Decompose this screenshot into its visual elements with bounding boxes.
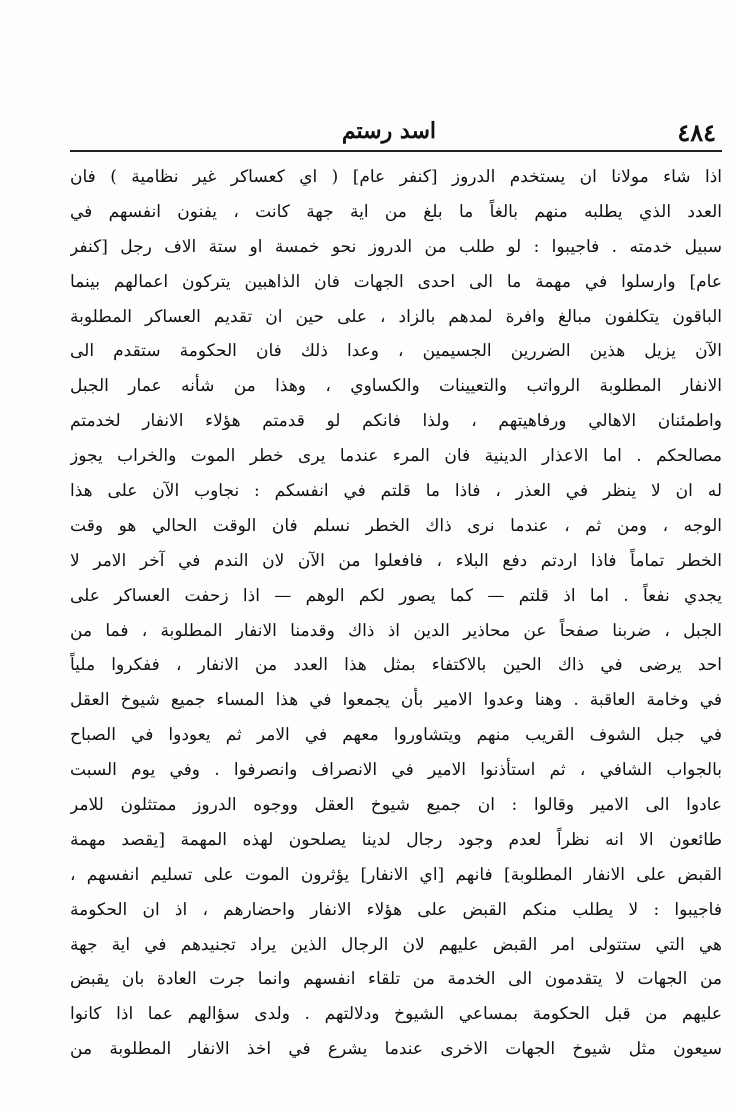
text-line: الباقون يتكلفون مبالغ وافرة لمدهم بالزاد ، على حين ان تقديم العساكر المطلوبة xyxy=(70,306,722,327)
text-line: احد يرضى في ذاك الحين بالاكتفاء بمثل هذا العدد من الانفار ، ففكروا ملياً xyxy=(70,655,722,676)
page-number: ٤٨٤ xyxy=(677,118,716,147)
text-line: بالجواب الشافي ، ثم استأذنوا الامير في الانصراف وانصرفوا . وفي يوم السبت xyxy=(70,760,722,781)
text-line: في جبل الشوف القريب منهم ويتشاوروا معهم في الامر ثم يعودوا في الصباح xyxy=(70,725,722,746)
text-line: العدد الذي يطلبه منهم بالغاً ما بلغ من اية جهة كانت ، يفنون انفسهم في xyxy=(70,201,722,222)
text-line: الانفار المطلوبة الرواتب والتعيينات والكساوي ، وهذا من شأنه عمار الجبل xyxy=(70,376,722,397)
text-line: مصالحكم . اما الاعذار الدينية فان المرء عندما يرى خطر الموت والخراب يجوز xyxy=(70,446,722,467)
text-line: في وخامة العاقبة . وهنا وعدوا الامير بأن يجمعوا في هذا المساء جميع شيوخ العقل xyxy=(70,690,722,711)
text-line: عادوا الى الامير وقالوا : ان جميع شيوخ العقل ووجوه الدروز ممتثلون للامر xyxy=(70,795,722,816)
text-line: عام] وارسلوا في مهمة ما الى احدى الجهات فان الذاهبين يتركون اعمالهم بينما xyxy=(70,271,722,292)
text-line: هي التي ستتولى امر القبض عليهم لان الرجال الذين يراد تجنيدهم في اية جهة xyxy=(70,934,722,955)
text-line: الجبل ، ضربنا صفحاً عن محاذير الدين اذ ذاك وقدمنا الانفار المطلوبة ، فما من xyxy=(70,620,722,641)
text-line: سبيل خدمته . فاجيبوا : لو طلب من الدروز نحو خمسة او ستة الاف رجل [كنفر xyxy=(70,236,722,257)
running-head: اسد رستم xyxy=(341,118,436,144)
text-line: من الجهات لا يتقدمون الى الخدمة من تلقاء انفسهم وانما جرت العادة بان يقبض xyxy=(70,969,722,990)
text-line: اذا شاء مولانا ان يستخدم الدروز [كنفر عام] ( اي كعساكر غير نظامية ) فان xyxy=(70,167,722,187)
text-line: واطمئنان الاهالي ورفاهيتهم ، ولذا فانكم لو قدمتم هؤلاء الانفار لخدمتم xyxy=(70,411,722,432)
text-line: القبض على الانفار المطلوبة] فانهم [اي الانفار] يؤثرون الموت على تسليم انفسهم ، xyxy=(70,864,722,885)
text-line: طائعون الا انه نظراً لعدم وجود رجال لدينا يصلحون لهذه المهمة [يقصد مهمة xyxy=(70,829,722,850)
text-line: فاجيبوا : لا يطلب منكم القبض على هؤلاء الانفار واحضارهم ، اذ ان الحكومة xyxy=(70,899,722,920)
text-line: سيعون مثل شيوخ الجهات الاخرى عندما يشرع في اخذ الانفار المطلوبة من xyxy=(70,1039,722,1060)
text-line: الوجه ، ومن ثم ، عندما نرى ذاك الخطر نسلم فان الوقت الحالي هو وقت xyxy=(70,515,722,536)
body-text xyxy=(70,160,722,1067)
text-line: الخطر تماماً فاذا اردتم دفع البلاء ، فافعلوا من الآن لان الندم في آخر الامر لا xyxy=(70,550,722,571)
page-header xyxy=(78,118,716,148)
text-line: له ان لا ينظر في العذر ، فاذا ما قلتم في انفسكم : نجاوب الآن على هذا xyxy=(70,481,722,502)
text-line: يجدي نفعاً . اما اذ قلتم — كما يصور لكم الوهم — اذا زحفت العساكر على xyxy=(70,585,722,606)
text-line: عليهم من قبل الحكومة بمساعي الشيوخ ودلالتهم . ولدى سؤالهم عما اذا كانوا xyxy=(70,1004,722,1025)
header-rule xyxy=(70,150,722,152)
text-line: الآن يزيل هذين الضررين الجسيمين ، وعدا ذلك فان الحكومة ستقدم الى xyxy=(70,341,722,362)
